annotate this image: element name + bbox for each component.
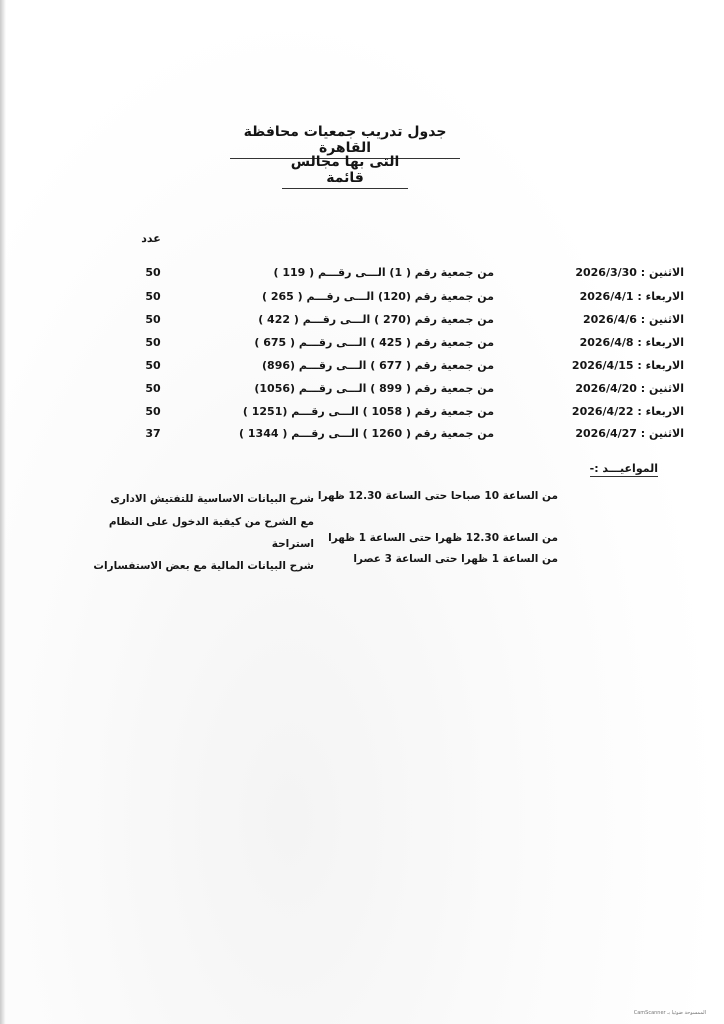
row-count: 37 [145, 427, 161, 440]
row-date: الاثنين : 2026/4/6 [583, 313, 684, 326]
row-count: 50 [145, 336, 161, 349]
slot-topic: شرح البيانات الاساسية للتفتيش الادارى [110, 493, 314, 505]
time-slot: من الساعة 10 صباحا حتى الساعة 12.30 ظهرا [317, 490, 558, 502]
row-range: من جمعية رقم ( 899 ) الـــى رقـــم (1056) [254, 382, 494, 395]
training-row [0, 359, 724, 377]
row-range: من جمعية رقم ( 677 ) الـــى رقـــم (896) [262, 359, 494, 372]
row-range: من جمعية رقم (270 ) الـــى رقـــم ( 422 ) [258, 313, 494, 326]
row-count: 50 [145, 359, 161, 372]
training-row [0, 290, 724, 308]
row-date: الاثنين : 2026/3/30 [575, 266, 684, 279]
document-title: جدول تدريب جمعيات محافظة القاهرة [230, 124, 460, 159]
slot-topic: مع الشرح من كيفية الدخول على النظام [108, 516, 314, 528]
slot-topic: شرح البيانات المالية مع بعض الاستفسارات [93, 560, 314, 572]
time-slot: من الساعة 12.30 ظهرا حتى الساعة 1 ظهرا [328, 532, 558, 544]
row-count: 50 [145, 290, 161, 303]
schedule-heading: المواعيـــد :- [589, 462, 658, 475]
page-edge-shadow [0, 0, 6, 1024]
row-range: من جمعية رقم ( 1260 ) الـــى رقـــم ( 1344 ) [239, 427, 494, 440]
row-range: من جمعية رقم ( 1) الـــى رقـــم ( 119 ) [273, 266, 494, 279]
row-date: الاثنين : 2026/4/27 [575, 427, 684, 440]
training-row [0, 405, 724, 423]
time-slot: من الساعة 1 ظهرا حتى الساعة 3 عصرا [353, 553, 558, 565]
slot-topic: استراحة [271, 538, 314, 550]
row-date: الاثنين : 2026/4/20 [575, 382, 684, 395]
row-date: الاربعاء : 2026/4/22 [571, 405, 684, 418]
row-date: الاربعاء : 2026/4/1 [579, 290, 684, 303]
row-date: الاربعاء : 2026/4/8 [579, 336, 684, 349]
row-count: 50 [145, 382, 161, 395]
training-row [0, 266, 724, 284]
scanner-watermark: الممسوحة ضوئيا بـ CamScanner [633, 1010, 706, 1016]
training-row [0, 427, 724, 445]
row-range: من جمعية رقم (120) الـــى رقـــم ( 265 ) [262, 290, 494, 303]
row-range: من جمعية رقم ( 425 ) الـــى رقـــم ( 675 ) [254, 336, 494, 349]
row-count: 50 [145, 266, 161, 279]
document-subtitle: التى بها مجالس قائمة [282, 154, 408, 189]
row-date: الاربعاء : 2026/4/15 [571, 359, 684, 372]
row-count: 50 [145, 313, 161, 326]
training-row [0, 313, 724, 331]
training-row [0, 336, 724, 354]
count-column-header: عدد [141, 232, 161, 245]
training-row [0, 382, 724, 400]
row-range: من جمعية رقم ( 1058 ) الـــى رقـــم (1251 ) [242, 405, 494, 418]
row-count: 50 [145, 405, 161, 418]
